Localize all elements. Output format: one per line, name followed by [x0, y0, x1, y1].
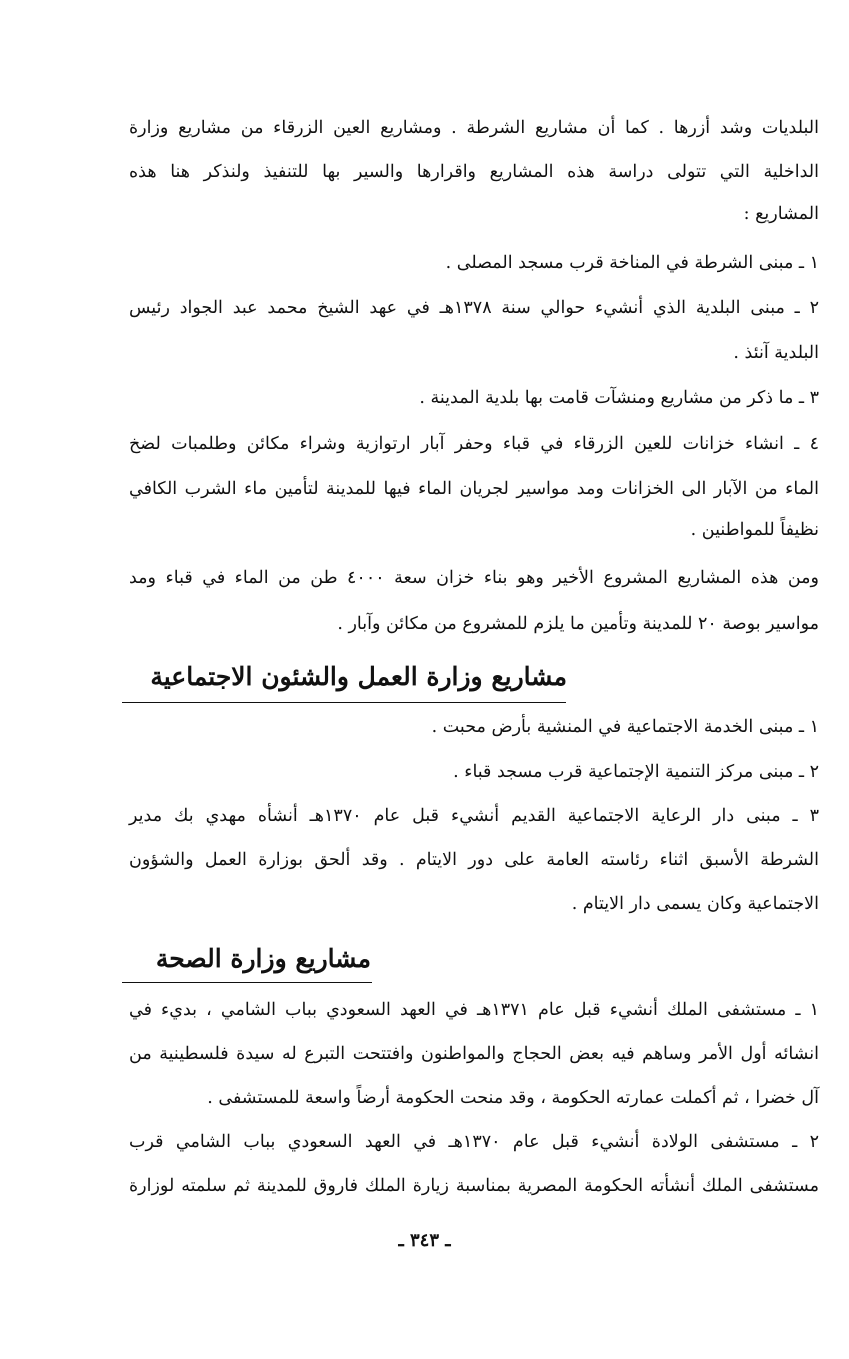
list-item: ٣ ـ ما ذكر من مشاريع ومنشآت قامت بها بلدية المدينة .: [419, 388, 819, 408]
section-heading-health: مشاريع وزارة الصحة: [155, 944, 371, 973]
text-line: البلديات وشد أزرها . كما أن مشاريع الشرطة . ومشاريع العين الزرقاء من مشاريع وزارة: [129, 118, 819, 138]
list-item: ٤ ـ انشاء خزانات للعين الزرقاء في قباء وحفر آبار ارتوازية وشراء مكائن وطلمبات لضخ: [129, 434, 819, 454]
text-line: الداخلية التي تتولى دراسة هذه المشاريع واقرارها والسير بها للتنفيذ ولنذكر هنا هذه: [129, 162, 819, 182]
text-line: نظيفاً للمواطنين .: [690, 520, 819, 540]
text-line: الماء من الآبار الى الخزانات ومد مواسير لجريان الماء فيها للمدينة لتأمين ماء الشرب الكافي: [129, 479, 819, 499]
text-line: المشاريع :: [743, 204, 819, 224]
list-item: ٢ ـ مبنى البلدية الذي أنشيء حوالي سنة ١٣٧٨هـ في عهد الشيخ محمد عبد الجواد رئيس: [129, 298, 819, 318]
text-line: الشرطة الأسبق اثناء رئاسته العامة على دور الايتام . وقد ألحق بوزارة العمل والشؤون: [129, 850, 819, 870]
list-item: ٢ ـ مبنى مركز التنمية الإجتماعية قرب مسجد قباء .: [453, 762, 819, 782]
list-item: ٣ ـ مبنى دار الرعاية الاجتماعية القديم أنشيء قبل عام ١٣٧٠هـ أنشأه مهدي بك مدير: [129, 806, 820, 826]
heading-underline: [122, 982, 372, 983]
list-item: ٢ ـ مستشفى الولادة أنشيء قبل عام ١٣٧٠هـ في العهد السعودي بباب الشامي قرب: [129, 1132, 820, 1152]
heading-underline: [122, 702, 566, 703]
page-number: ـ ٣٤٣ ـ: [398, 1230, 451, 1251]
text-line: البلدية آنئذ .: [733, 343, 819, 363]
list-item: ١ ـ مستشفى الملك أنشيء قبل عام ١٣٧١هـ في العهد السعودي بباب الشامي ، بديء في: [129, 1000, 819, 1020]
text-line: مستشفى الملك أنشأته الحكومة المصرية بمناسبة زيارة الملك فاروق للمدينة ثم سلمته لوزارة: [129, 1176, 819, 1196]
text-line: مواسير بوصة ٢٠ للمدينة وتأمين ما يلزم للمشروع من مكائن وآبار .: [337, 614, 819, 634]
section-heading-labor: مشاريع وزارة العمل والشئون الاجتماعية: [150, 662, 567, 691]
text-line: انشائه أول الأمر وساهم فيه بعض الحجاج والمواطنون وافتتحت التبرع له سيدة فلسطينية من: [129, 1044, 819, 1064]
text-line: آل خضرا ، ثم أكملت عمارته الحكومة ، وقد منحت الحكومة أرضاً واسعة للمستشفى .: [207, 1088, 819, 1108]
text-line: الاجتماعية وكان يسمى دار الايتام .: [571, 894, 819, 914]
list-item: ١ ـ مبنى الخدمة الاجتماعية في المنشية بأرض محبت .: [431, 717, 819, 737]
list-item: ١ ـ مبنى الشرطة في المناخة قرب مسجد المصلى .: [445, 253, 819, 273]
text-line: ومن هذه المشاريع المشروع الأخير وهو بناء خزان سعة ٤٠٠٠ طن من الماء في قباء ومد: [129, 568, 819, 588]
